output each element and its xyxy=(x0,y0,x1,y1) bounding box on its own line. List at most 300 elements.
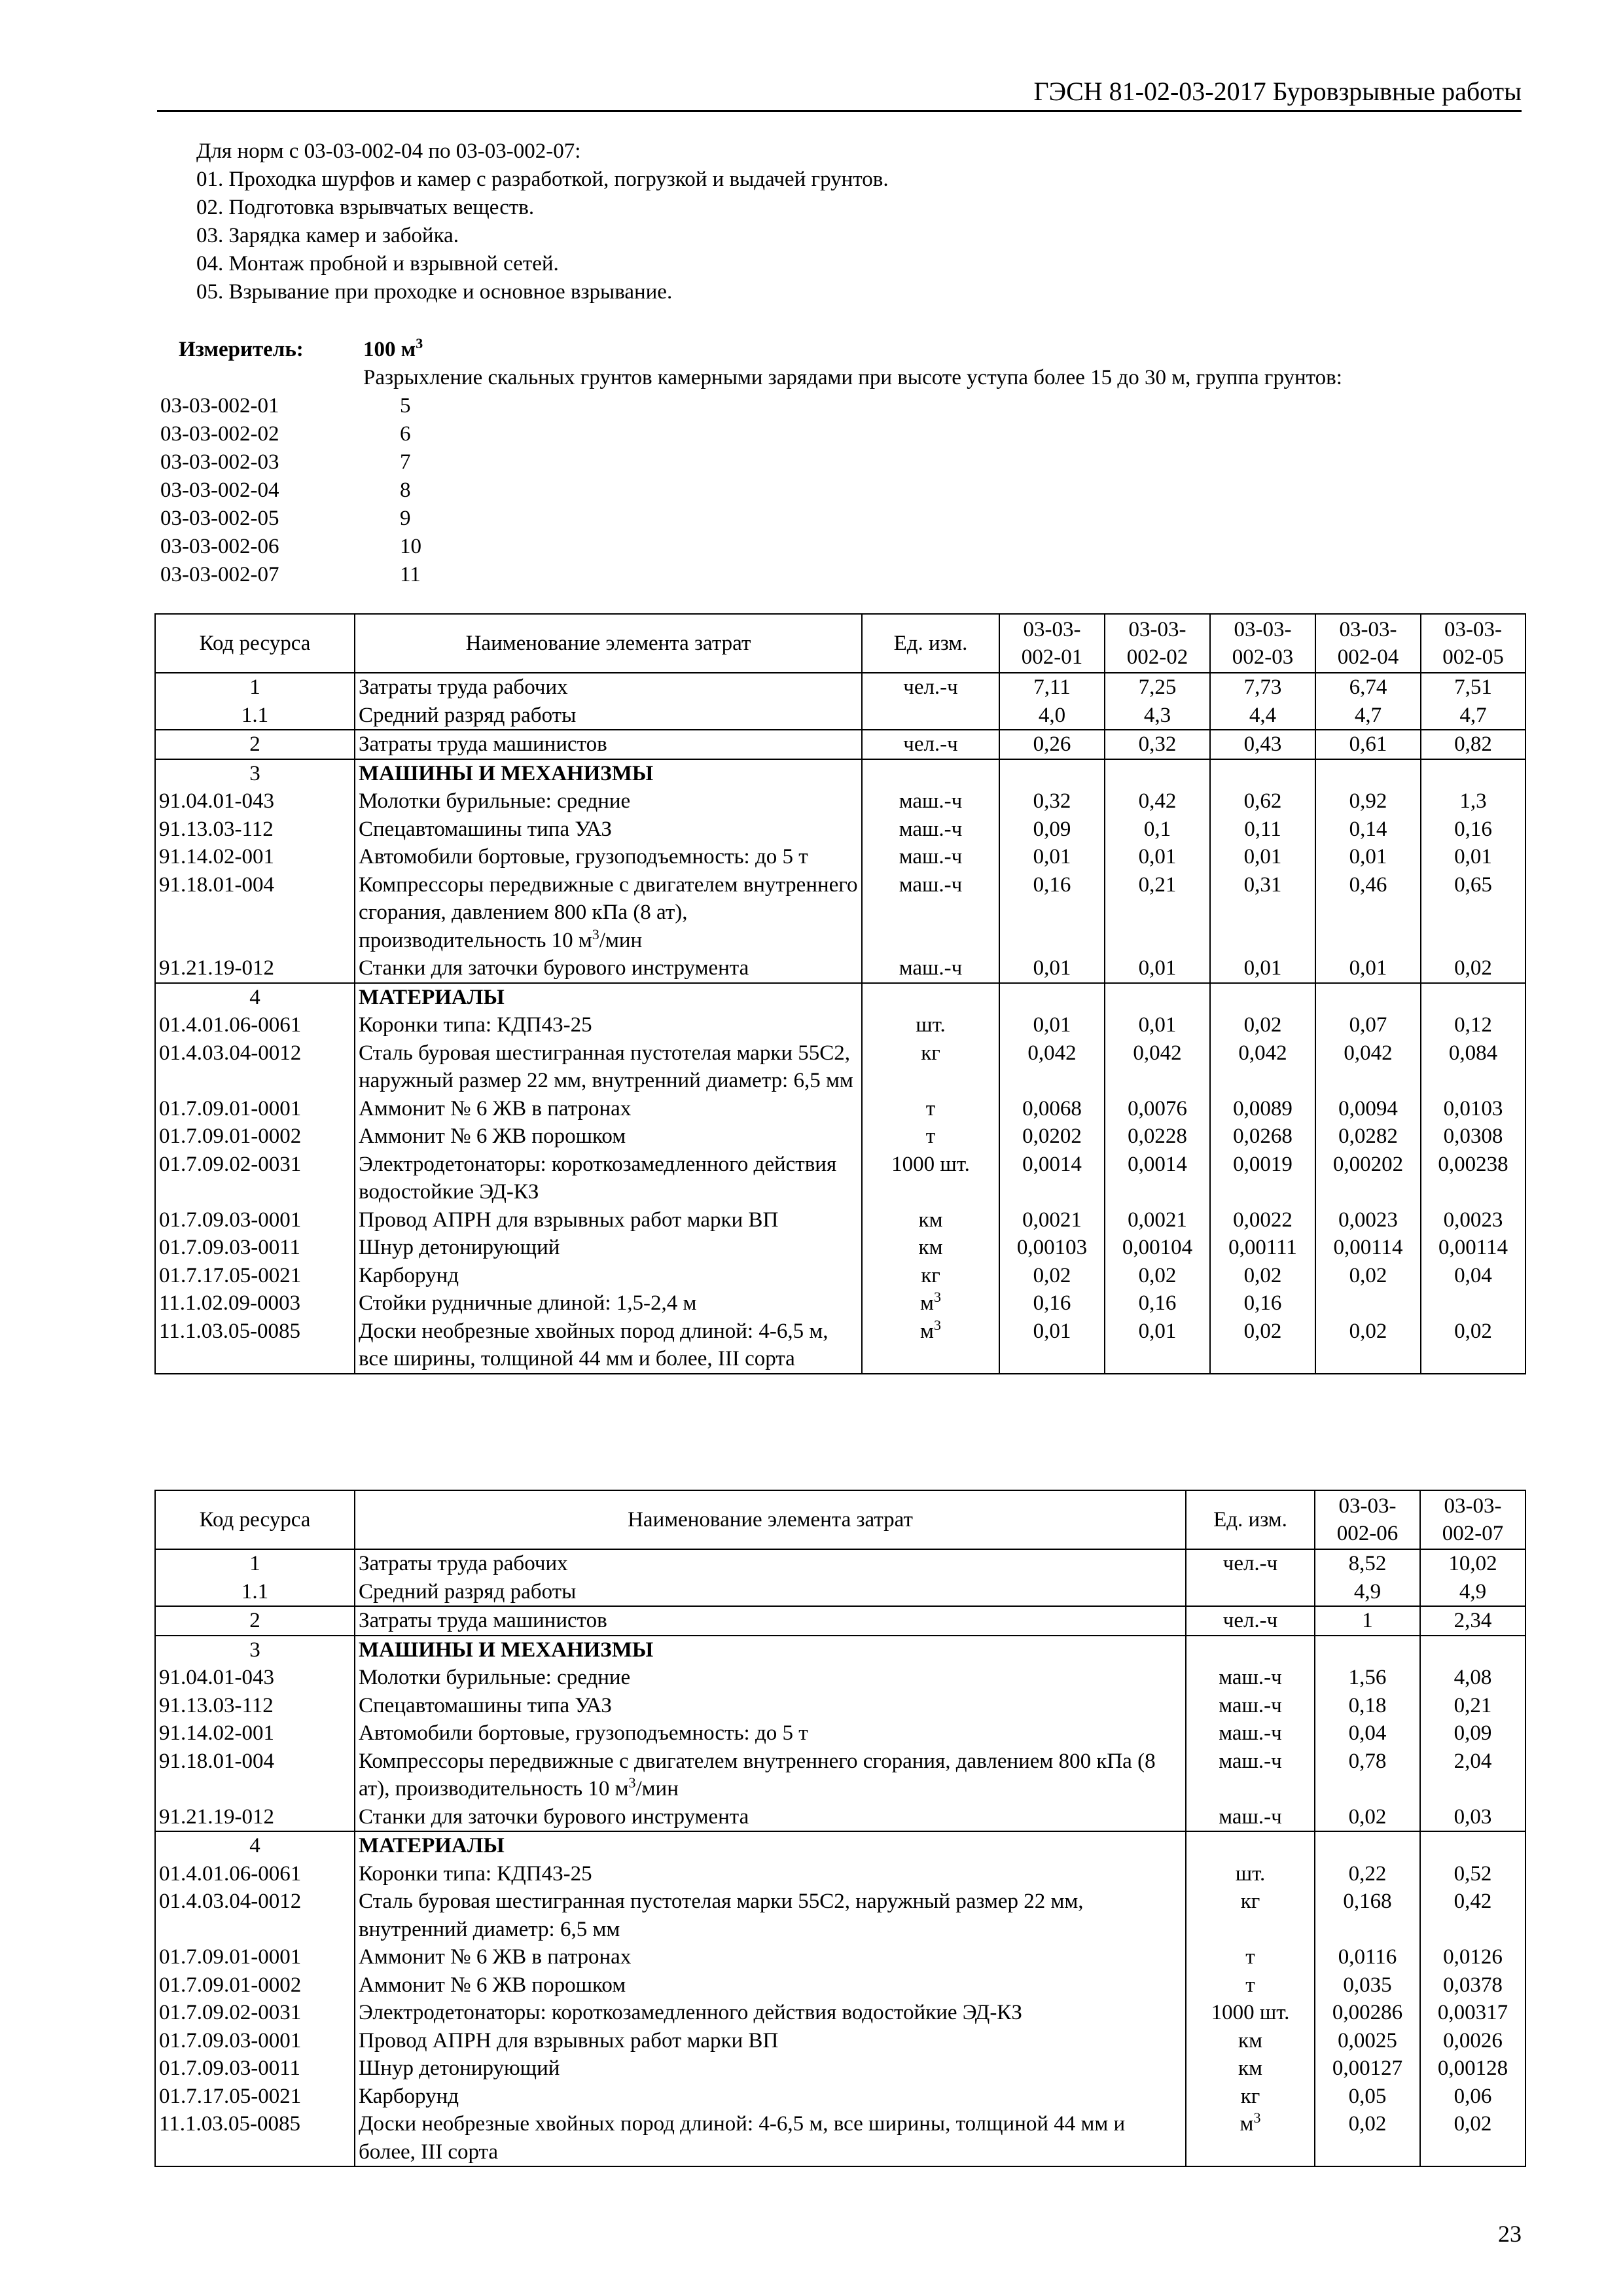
norm-value: 1 xyxy=(1315,1606,1420,1636)
header-code: Код ресурса xyxy=(155,1490,355,1549)
resource-unit: маш.-ч xyxy=(862,816,999,844)
norm-value: 0,04 xyxy=(1421,1262,1525,1290)
norm-value: 0,14 xyxy=(1315,816,1421,844)
norm-value: 7,11 xyxy=(999,673,1105,702)
resource-unit: $м^3$ xyxy=(1186,2110,1315,2166)
resource-unit xyxy=(862,983,999,1012)
resource-unit: чел.-ч xyxy=(1186,1606,1315,1636)
resource-unit xyxy=(1186,1636,1315,1664)
norm-value: 0,01 xyxy=(1315,843,1421,871)
norm-value: 0,82 xyxy=(1421,730,1525,759)
norm-value: 0,01 xyxy=(1210,954,1315,983)
norm-value: 0,0019 xyxy=(1210,1151,1315,1206)
norm-value xyxy=(1420,1636,1525,1664)
resource-name: Электродетонаторы: короткозамедленного действия водостойкие ЭД-КЗ xyxy=(355,1151,862,1206)
norm-value: 0,61 xyxy=(1315,730,1421,759)
table-row xyxy=(155,2110,1525,2166)
resource-code: 01.7.09.01-0001 xyxy=(155,1943,355,1971)
norm-value: 0,01 xyxy=(999,1011,1105,1039)
norm-value: 7,73 xyxy=(1210,673,1315,702)
resource-name: МАШИНЫ И МЕХАНИЗМЫ xyxy=(355,759,862,788)
norm-value: 0,02 xyxy=(1210,1318,1315,1374)
resource-code: 1.1 xyxy=(155,1578,355,1607)
table-row xyxy=(155,1549,1525,1578)
header-norm-column: 03-03- 002-01 xyxy=(999,614,1105,673)
table-row xyxy=(155,673,1525,702)
intro-text xyxy=(196,137,889,306)
resource-name: МАТЕРИАЛЫ xyxy=(355,983,862,1012)
norm-value: 0,02 xyxy=(1420,2110,1525,2166)
table-row xyxy=(155,1971,1525,2000)
table-row xyxy=(155,1831,1525,1860)
resource-name: Доски необрезные хвойных пород длиной: 4-6,5 м, все ширины, толщиной 44 мм и более, III сорта xyxy=(355,2110,1186,2166)
norm-value: 0,042 xyxy=(1105,1039,1210,1095)
resource-unit: маш.-ч xyxy=(862,871,999,955)
soil-group: 6 xyxy=(400,422,411,446)
resource-unit: км xyxy=(1186,2054,1315,2083)
header-norm-column: 03-03- 002-05 xyxy=(1421,614,1525,673)
table-row xyxy=(155,702,1525,730)
norm-value: 0,01 xyxy=(1105,1318,1210,1374)
norm-value: 10,02 xyxy=(1420,1549,1525,1578)
measure-description: Разрыхление скальных грунтов камерными зарядами при высоте уступа более 15 до 30 м, группа грунтов: xyxy=(363,366,1342,389)
norm-value: 0,32 xyxy=(999,787,1105,816)
resource-unit: км xyxy=(862,1206,999,1234)
norm-value: 8,52 xyxy=(1315,1549,1420,1578)
measure-label: Измеритель: xyxy=(179,338,304,361)
resource-name: Молотки бурильные: средние xyxy=(355,787,862,816)
header-norm-column: 03-03- 002-03 xyxy=(1210,614,1315,673)
resource-code: 91.04.01-043 xyxy=(155,1664,355,1692)
norm-value: 0,02 xyxy=(1315,2110,1420,2166)
norm-value: 0,00202 xyxy=(1315,1151,1421,1206)
resource-unit xyxy=(862,759,999,788)
norm-value: 0,43 xyxy=(1210,730,1315,759)
norm-value: 0,32 xyxy=(1105,730,1210,759)
resource-code: 1 xyxy=(155,673,355,702)
norm-value: 6,74 xyxy=(1315,673,1421,702)
table-row xyxy=(155,1234,1525,1262)
norm-value: 0,12 xyxy=(1421,1011,1525,1039)
norm-value: 0,01 xyxy=(1105,843,1210,871)
norm-value: 0,00104 xyxy=(1105,1234,1210,1262)
norm-value xyxy=(1421,759,1525,788)
norm-value xyxy=(1421,983,1525,1012)
resource-unit: т xyxy=(862,1095,999,1123)
resource-unit: маш.-ч xyxy=(1186,1748,1315,1803)
soil-group: 8 xyxy=(400,478,411,502)
resource-name: Спецавтомашины типа УАЗ xyxy=(355,816,862,844)
table-row xyxy=(155,787,1525,816)
norm-value: 0,0268 xyxy=(1210,1122,1315,1151)
table-row xyxy=(155,1636,1525,1664)
norm-value: 0,01 xyxy=(999,1318,1105,1374)
resource-unit: шт. xyxy=(862,1011,999,1039)
resource-unit: маш.-ч xyxy=(862,843,999,871)
norm-value: 0,52 xyxy=(1420,1860,1525,1888)
resource-name: Станки для заточки бурового инструмента xyxy=(355,954,862,983)
resource-name: Аммонит № 6 ЖВ порошком xyxy=(355,1971,1186,2000)
norm-list-item xyxy=(160,392,1535,420)
norm-value: 0,42 xyxy=(1105,787,1210,816)
norm-value: 0,07 xyxy=(1315,1011,1421,1039)
resource-code: 3 xyxy=(155,759,355,788)
resource-name: Доски необрезные хвойных пород длиной: 4-6,5 м, все ширины, толщиной 44 мм и более, III сорта xyxy=(355,1318,862,1374)
resource-code: 01.7.09.02-0031 xyxy=(155,1151,355,1206)
resource-code: 01.4.03.04-0012 xyxy=(155,1888,355,1943)
norm-value: 0,0068 xyxy=(999,1095,1105,1123)
norm-value: 0,1 xyxy=(1105,816,1210,844)
page-number: 23 xyxy=(1498,2221,1522,2247)
resource-unit: маш.-ч xyxy=(1186,1803,1315,1832)
norm-list-item xyxy=(160,420,1535,448)
norm-value: 0,22 xyxy=(1315,1860,1420,1888)
norm-value: 0,18 xyxy=(1315,1692,1420,1720)
resource-name: Коронки типа: КДП43-25 xyxy=(355,1011,862,1039)
norm-value: 0,00286 xyxy=(1315,1999,1420,2027)
norm-value: 0,11 xyxy=(1210,816,1315,844)
resource-unit: т xyxy=(862,1122,999,1151)
norm-value xyxy=(1420,1831,1525,1860)
norm-value: 0,042 xyxy=(1210,1039,1315,1095)
norm-value: 0,02 xyxy=(1315,1318,1421,1374)
resource-name: Сталь буровая шестигранная пустотелая марки 55С2, наружный размер 22 мм, внутренний диаметр: 6,5 мм xyxy=(355,1888,1186,1943)
resource-code: 91.13.03-112 xyxy=(155,816,355,844)
resource-code: 91.14.02-001 xyxy=(155,1719,355,1748)
norm-value: 0,02 xyxy=(1210,1011,1315,1039)
resource-code: 91.21.19-012 xyxy=(155,954,355,983)
table-row xyxy=(155,1748,1525,1803)
resource-name: Провод АПРН для взрывных работ марки ВП xyxy=(355,1206,862,1234)
resource-name: Компрессоры передвижные с двигателем внутреннего сгорания, давлением 800 кПа (8 ат), производительность 10 $м^3$/мин xyxy=(355,871,862,955)
norm-code: 03-03-002-05 xyxy=(160,507,279,530)
norm-value: 1,56 xyxy=(1315,1664,1420,1692)
norm-value: 4,3 xyxy=(1105,702,1210,730)
norm-value: 0,02 xyxy=(1315,1803,1420,1832)
table-row xyxy=(155,1578,1525,1607)
norm-code: 03-03-002-06 xyxy=(160,535,279,558)
intro-line: 05. Взрывание при проходке и основное взрывание. xyxy=(196,280,673,304)
norm-value: 0,03 xyxy=(1420,1803,1525,1832)
norm-list-item xyxy=(160,561,1535,589)
norm-value: 0,0282 xyxy=(1315,1122,1421,1151)
norm-value: 0,0126 xyxy=(1420,1943,1525,1971)
resource-name: Карборунд xyxy=(355,2083,1186,2111)
norm-value xyxy=(1315,1289,1421,1318)
header-name: Наименование элемента затрат xyxy=(355,1490,1186,1549)
measure-value: 100 $м^3$ xyxy=(363,335,423,361)
norm-value: 2,04 xyxy=(1420,1748,1525,1803)
resource-name: Средний разряд работы xyxy=(355,702,862,730)
norm-value: 0,02 xyxy=(1421,954,1525,983)
header-norm-column: 03-03- 002-02 xyxy=(1105,614,1210,673)
norm-code: 03-03-002-02 xyxy=(160,422,279,446)
table-row xyxy=(155,1692,1525,1720)
resource-name: МАТЕРИАЛЫ xyxy=(355,1831,1186,1860)
intro-line: 03. Зарядка камер и забойка. xyxy=(196,224,459,247)
resource-name: Аммонит № 6 ЖВ порошком xyxy=(355,1122,862,1151)
resource-name: Шнур детонирующий xyxy=(355,1234,862,1262)
norm-value: 0,0021 xyxy=(1105,1206,1210,1234)
resource-name: Станки для заточки бурового инструмента xyxy=(355,1803,1186,1832)
norm-value xyxy=(999,983,1105,1012)
norm-value: 0,0022 xyxy=(1210,1206,1315,1234)
resource-table-1 xyxy=(154,613,1526,1374)
resource-name: Аммонит № 6 ЖВ в патронах xyxy=(355,1095,862,1123)
norm-value: 0,0089 xyxy=(1210,1095,1315,1123)
resource-name: Шнур детонирующий xyxy=(355,2054,1186,2083)
resource-code: 01.7.09.01-0002 xyxy=(155,1971,355,2000)
norm-value: 0,26 xyxy=(999,730,1105,759)
table-row xyxy=(155,816,1525,844)
norm-value: 0,00103 xyxy=(999,1234,1105,1262)
table-row xyxy=(155,730,1525,759)
norm-value: 0,0308 xyxy=(1421,1122,1525,1151)
norm-value: 0,02 xyxy=(1421,1318,1525,1374)
table-row xyxy=(155,1206,1525,1234)
resource-unit: кг xyxy=(1186,1888,1315,1943)
table-row xyxy=(155,1122,1525,1151)
resource-code: 4 xyxy=(155,983,355,1012)
soil-group: 9 xyxy=(400,507,411,530)
norm-value: 0,0014 xyxy=(1105,1151,1210,1206)
norm-value: 0,78 xyxy=(1315,1748,1420,1803)
norm-value: 0,02 xyxy=(999,1262,1105,1290)
norm-value xyxy=(1315,1831,1420,1860)
resource-code: 11.1.03.05-0085 xyxy=(155,2110,355,2166)
resource-unit: кг xyxy=(862,1262,999,1290)
resource-name: Затраты труда машинистов xyxy=(355,1606,1186,1636)
resource-unit: маш.-ч xyxy=(1186,1664,1315,1692)
soil-group: 5 xyxy=(400,394,411,418)
table-row xyxy=(155,2027,1525,2055)
resource-code: 2 xyxy=(155,730,355,759)
norm-value: 0,01 xyxy=(999,843,1105,871)
norm-value: 0,01 xyxy=(1315,954,1421,983)
table-row xyxy=(155,1719,1525,1748)
norm-value: 0,16 xyxy=(1105,1289,1210,1318)
norm-value: 0,00114 xyxy=(1421,1234,1525,1262)
norm-value: 0,42 xyxy=(1420,1888,1525,1943)
norm-value: 0,042 xyxy=(1315,1039,1421,1095)
table-row xyxy=(155,1318,1525,1374)
norm-value: 2,34 xyxy=(1420,1606,1525,1636)
norm-value: 4,7 xyxy=(1315,702,1421,730)
table-row xyxy=(155,759,1525,788)
norm-value: 0,06 xyxy=(1420,2083,1525,2111)
resource-code: 91.13.03-112 xyxy=(155,1692,355,1720)
norm-value: 0,168 xyxy=(1315,1888,1420,1943)
table-row xyxy=(155,1262,1525,1290)
norm-value xyxy=(1315,759,1421,788)
norm-value: 4,08 xyxy=(1420,1664,1525,1692)
norm-value: 0,05 xyxy=(1315,2083,1420,2111)
norm-value: 0,0094 xyxy=(1315,1095,1421,1123)
page-header-title: ГЭСН 81-02-03-2017 Буровзрывные работы xyxy=(157,73,1522,112)
table-row xyxy=(155,983,1525,1012)
norm-value xyxy=(1105,759,1210,788)
norm-list-item xyxy=(160,476,1535,505)
resource-unit xyxy=(862,702,999,730)
header-norm-column: 03-03- 002-04 xyxy=(1315,614,1421,673)
norm-value: 0,16 xyxy=(1421,816,1525,844)
resource-code: 4 xyxy=(155,1831,355,1860)
resource-name: Аммонит № 6 ЖВ в патронах xyxy=(355,1943,1186,1971)
resource-name: Спецавтомашины типа УАЗ xyxy=(355,1692,1186,1720)
norm-value: 0,0116 xyxy=(1315,1943,1420,1971)
resource-code: 01.7.09.03-0001 xyxy=(155,2027,355,2055)
norm-value: 0,0026 xyxy=(1420,2027,1525,2055)
norm-value: 0,04 xyxy=(1315,1719,1420,1748)
table-row xyxy=(155,2083,1525,2111)
norm-value: 0,00114 xyxy=(1315,1234,1421,1262)
table-row xyxy=(155,1095,1525,1123)
resource-unit: км xyxy=(1186,2027,1315,2055)
norm-value: 0,16 xyxy=(999,1289,1105,1318)
resource-code: 01.7.09.03-0011 xyxy=(155,2054,355,2083)
resource-code: 01.4.01.06-0061 xyxy=(155,1860,355,1888)
norm-value: 0,084 xyxy=(1421,1039,1525,1095)
table-row xyxy=(155,954,1525,983)
resource-code: 91.18.01-004 xyxy=(155,1748,355,1803)
resource-name: Провод АПРН для взрывных работ марки ВП xyxy=(355,2027,1186,2055)
resource-code: 91.04.01-043 xyxy=(155,787,355,816)
norm-value: 0,0014 xyxy=(999,1151,1105,1206)
norm-value: 0,035 xyxy=(1315,1971,1420,2000)
norm-value: 0,92 xyxy=(1315,787,1421,816)
norm-value: 4,0 xyxy=(999,702,1105,730)
norm-value: 0,00127 xyxy=(1315,2054,1420,2083)
soil-group: 7 xyxy=(400,450,411,474)
resource-name: Сталь буровая шестигранная пустотелая марки 55С2, наружный размер 22 мм, внутренний диаметр: 6,5 мм xyxy=(355,1039,862,1095)
resource-name: Затраты труда машинистов xyxy=(355,730,862,759)
norm-value: 0,00317 xyxy=(1420,1999,1525,2027)
resource-code: 11.1.02.09-0003 xyxy=(155,1289,355,1318)
header-norm-column: 03-03- 002-07 xyxy=(1420,1490,1525,1549)
norm-value: 0,0378 xyxy=(1420,1971,1525,2000)
norm-code: 03-03-002-03 xyxy=(160,450,279,474)
norm-value xyxy=(1210,759,1315,788)
norm-value: 0,01 xyxy=(1105,1011,1210,1039)
table-row xyxy=(155,1606,1525,1636)
resource-unit: $м^3$ xyxy=(862,1318,999,1374)
resource-code: 91.21.19-012 xyxy=(155,1803,355,1832)
norm-value: 0,62 xyxy=(1210,787,1315,816)
norm-value: 0,00111 xyxy=(1210,1234,1315,1262)
norm-value: 0,16 xyxy=(1210,1289,1315,1318)
resource-unit xyxy=(1186,1831,1315,1860)
table-row xyxy=(155,1860,1525,1888)
norm-value: 0,0025 xyxy=(1315,2027,1420,2055)
intro-line: 02. Подготовка взрывчатых веществ. xyxy=(196,196,535,219)
header-unit: Ед. изм. xyxy=(1186,1490,1315,1549)
resource-unit: кг xyxy=(862,1039,999,1095)
resource-code: 01.4.03.04-0012 xyxy=(155,1039,355,1095)
table-row xyxy=(155,1999,1525,2027)
table-row xyxy=(155,1888,1525,1943)
resource-code: 1.1 xyxy=(155,702,355,730)
norm-value: 0,31 xyxy=(1210,871,1315,955)
norm-value: 0,02 xyxy=(1105,1262,1210,1290)
table-row xyxy=(155,1803,1525,1832)
resource-unit xyxy=(1186,1578,1315,1607)
norm-value: 0,09 xyxy=(1420,1719,1525,1748)
table-row xyxy=(155,871,1525,955)
resource-unit: 1000 шт. xyxy=(862,1151,999,1206)
norm-value xyxy=(999,759,1105,788)
resource-name: Стойки рудничные длиной: 1,5-2,4 м xyxy=(355,1289,862,1318)
norm-value: 4,7 xyxy=(1421,702,1525,730)
resource-name: Молотки бурильные: средние xyxy=(355,1664,1186,1692)
resource-name: Затраты труда рабочих xyxy=(355,1549,1186,1578)
resource-unit: чел.-ч xyxy=(1186,1549,1315,1578)
resource-unit: 1000 шт. xyxy=(1186,1999,1315,2027)
norm-value: 0,0023 xyxy=(1421,1206,1525,1234)
table-row xyxy=(155,1039,1525,1095)
norm-value: 0,00238 xyxy=(1421,1151,1525,1206)
resource-name: Средний разряд работы xyxy=(355,1578,1186,1607)
norm-value: 0,0076 xyxy=(1105,1095,1210,1123)
norm-value xyxy=(1105,983,1210,1012)
norm-value: 0,21 xyxy=(1105,871,1210,955)
norm-value: 0,0103 xyxy=(1421,1095,1525,1123)
resource-name: Затраты труда рабочих xyxy=(355,673,862,702)
norm-code: 03-03-002-04 xyxy=(160,478,279,502)
resource-unit: маш.-ч xyxy=(862,954,999,983)
norm-value: 0,0023 xyxy=(1315,1206,1421,1234)
header-code: Код ресурса xyxy=(155,614,355,673)
soil-group: 10 xyxy=(400,535,421,558)
resource-code: 11.1.03.05-0085 xyxy=(155,1318,355,1374)
resource-code: 01.7.17.05-0021 xyxy=(155,2083,355,2111)
resource-unit: км xyxy=(862,1234,999,1262)
norm-list xyxy=(160,392,1535,589)
norm-value xyxy=(1210,983,1315,1012)
resource-code: 01.7.09.01-0002 xyxy=(155,1122,355,1151)
norm-value: 0,02 xyxy=(1210,1262,1315,1290)
resource-name: Компрессоры передвижные с двигателем внутреннего сгорания, давлением 800 кПа (8 ат), производительность 10 $м^3$/мин xyxy=(355,1748,1186,1803)
resource-code: 1 xyxy=(155,1549,355,1578)
header-unit: Ед. изм. xyxy=(862,614,999,673)
resource-unit: кг xyxy=(1186,2083,1315,2111)
table-row xyxy=(155,1943,1525,1971)
norm-value: 0,01 xyxy=(999,954,1105,983)
norm-value: 7,25 xyxy=(1105,673,1210,702)
norm-value: 0,02 xyxy=(1315,1262,1421,1290)
resource-unit: $м^3$ xyxy=(862,1289,999,1318)
norm-value: 0,16 xyxy=(999,871,1105,955)
resource-code: 01.7.09.03-0001 xyxy=(155,1206,355,1234)
norm-value: 0,65 xyxy=(1421,871,1525,955)
resource-code: 01.7.09.01-0001 xyxy=(155,1095,355,1123)
resource-code: 91.14.02-001 xyxy=(155,843,355,871)
table-row xyxy=(155,1011,1525,1039)
norm-value: 0,0021 xyxy=(999,1206,1105,1234)
resource-code: 01.7.17.05-0021 xyxy=(155,1262,355,1290)
norm-value: 0,01 xyxy=(1105,954,1210,983)
resource-unit: чел.-ч xyxy=(862,673,999,702)
norm-value: 0,01 xyxy=(1421,843,1525,871)
resource-name: Автомобили бортовые, грузоподъемность: до 5 т xyxy=(355,1719,1186,1748)
resource-name: Карборунд xyxy=(355,1262,862,1290)
measure-block xyxy=(160,336,1535,589)
norm-value: 4,9 xyxy=(1315,1578,1420,1607)
intro-line: 04. Монтаж пробной и взрывной сетей. xyxy=(196,252,559,276)
intro-line: 01. Проходка шурфов и камер с разработкой, погрузкой и выдачей грунтов. xyxy=(196,168,889,191)
resource-code: 91.18.01-004 xyxy=(155,871,355,955)
resource-unit: маш.-ч xyxy=(862,787,999,816)
resource-unit: маш.-ч xyxy=(1186,1692,1315,1720)
